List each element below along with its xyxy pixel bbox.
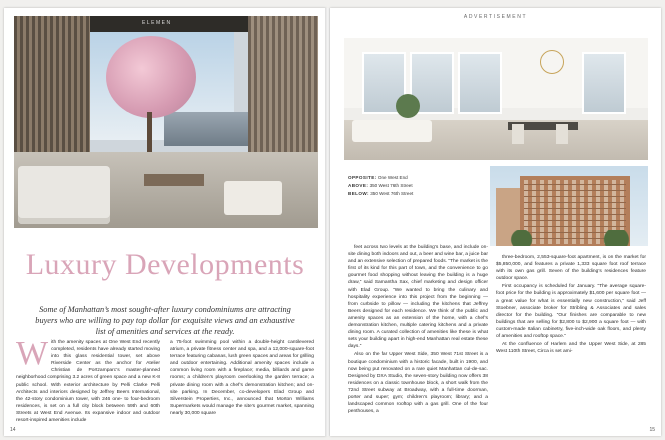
paragraph: First occupancy is scheduled for January. “The average square-foot price for the building is approximately $1,600 per square foot — a great value for what is essentially new construction,” said Jeff Stoebner, associate broker for Stribling & Associates and sales director for the building. “Our finishes are comparable to new buildings that are selling for $2,800 to $2,900 a square foot — with custom-made Italian cabinetry, five-inch-wide oak floors, and plenty of amenities and rooftop space.” (496, 284, 646, 340)
page-number: 14 (10, 427, 16, 433)
advertisement-header: ADVERTISEMENT (463, 14, 528, 20)
headline: Luxury Developments (25, 248, 305, 281)
photo-caption: ELEMEN (142, 20, 172, 26)
body-text: ith the amenity spaces at One West End recently completed, residents have already started moving into this glass residential tower, set above Riverside Center as the anchor for Atelier Christian de Portzamparc’s master-planned neighborhood comprising 3.2 acres of green space and a new K-8 public school. With exterior architecture by Pelli Clarke Pelli Architects and interiors designed by Jeffrey Beers International, the 42-story condominium tower, with 246 one- to four-bedroom residences, is set on a full city block between 59th and 60th Streets at West End Avenue. Its expansive indoor and outdoor resort-inspired amenities include (16, 340, 160, 424)
paragraph: Also on the far Upper West Side, 350 West 71st Street is a boutique condominium with a historic facade, built in 1900, and now being put renovated on a rare quiet Manhattan cul-de-sac. Designed by DXA Studio, the seven-story building now offers 38 residences on a classic townhouse block, a short walk from the 72nd Street subway at Broadway, with a full-time doorman, porter and super; gym; children’s playroom; library; and a landscaped common rooftop with a gas grill. One of the four penthouses, a (348, 352, 488, 415)
right-page (330, 8, 661, 436)
body-text: a 75-foot swimming pool within a double-height cantilevered atrium, a private fitness center and spa, and a 12,000-square-foot terrace featuring cabanas, lush green spaces and areas for grilling and outdoor entertaining. Additional amenity spaces include a common living room with a fireplace; media, billiards and game rooms; a children’s playroom overlooking the garden terrace; a private dining room with a chef’s demonstration kitchen; and on-site parking. In December, co-developers Elad Group and Silverstein Properties, Inc., announced that Morton Williams Supermarkets would manage the site’s gourmet market, spanning nearly 30,000 square (170, 340, 314, 416)
left-page (4, 8, 326, 436)
photo-credits (348, 174, 468, 198)
paragraph: three-bedroom, 2,553-square-foot apartment, is on the market for $5,850,000, and features a private 1,333 square foot roof terrace with its own gas grill. Seven of the building’s residences feature outdoor space. (496, 255, 646, 282)
rooftop-terrace-photo (14, 16, 318, 228)
deck-text: Some of Manhattan’s most sought-after luxury condominiums are attracting buyers who are willing to pay top dollar for exquisite views and an exhaustive list of amenities and services at the ready. (35, 305, 295, 336)
drop-cap: W (16, 335, 49, 372)
credit-line: ABOVE: 350 West 76th Street (348, 183, 413, 188)
body-column-3 (348, 244, 488, 416)
paragraph: At the confluence of Harlem and the Upper West Side, at 285 West 110th Street, Circa is set ami- (496, 342, 646, 355)
paragraph: feet across two levels at the building’s base, and include on-site dining both indoors and out, a beer and wine bar, a juice bar and an extensive selection of prepared foods. “The market is the first of its kind for this part of town, and the convenience to go gourmet food shopping without leaving the building is a huge draw,” said Samantha Sax, chief marketing and design officer with Elad Group. “We wanted to bring the culinary and hospitality experience into this project from the beginning — from curbside to pillow — including the kitchens that Jeffrey Beers designed for each residence. We think of the public and amenity spaces as an extension of the home, with a chef’s demonstration kitchen, multiple catering kitchens and a private dining room. A curated collection of amenities like these is what sets your building apart in high-end Manhattan real estate these days.” (348, 245, 488, 350)
interior-photo (344, 38, 648, 160)
body-column-2 (170, 339, 314, 417)
body-column-1 (16, 335, 160, 424)
credit-line: BELOW: 350 West 76th Street (348, 191, 414, 196)
page-number: 15 (649, 427, 655, 433)
building-exterior-photo (490, 166, 648, 246)
credit-line: OPPOSITE: One West End (348, 175, 408, 180)
body-column-4 (496, 254, 646, 356)
